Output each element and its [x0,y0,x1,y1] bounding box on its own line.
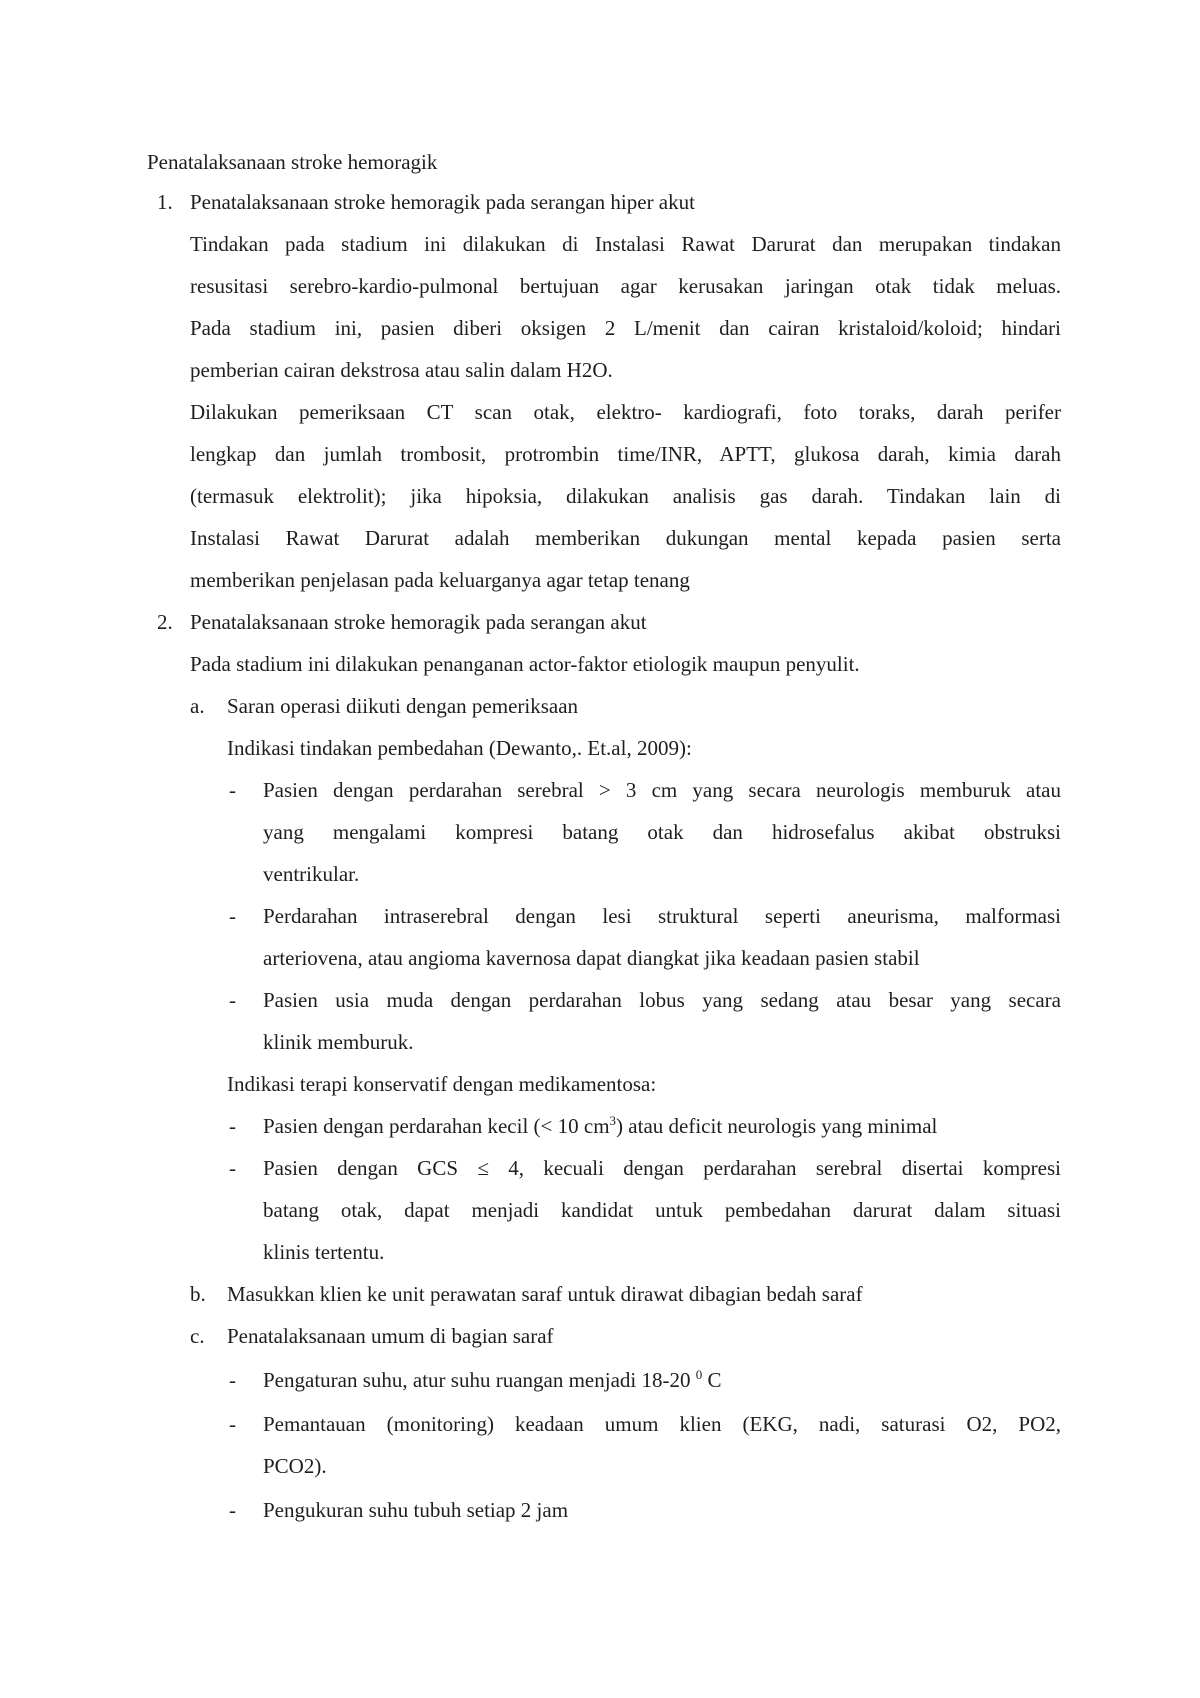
section-1-marker: 1. [157,190,173,214]
section-1-paragraph-2-line: Instalasi Rawat Darurat adalah memberikan dukungan mental kepada pasien serta [190,526,1061,550]
bullet-text: Pengaturan suhu, atur suhu ruangan menjadi 18-20 [263,1368,696,1392]
bullet-line: Pasien usia muda dengan perdarahan lobus yang sedang atau besar yang secara [263,988,1061,1012]
section-1-paragraph-1-line: resusitasi serebro-kardio-pulmonal bertujuan agar kerusakan jaringan otak tidak meluas. [190,274,1061,298]
bullet-line: Pasien dengan GCS ≤ 4, kecuali dengan perdarahan serebral disertai kompresi [263,1156,1061,1180]
bullet-line: ventrikular. [263,862,360,886]
subsection-c-heading: Penatalaksanaan umum di bagian saraf [227,1324,554,1348]
subsection-a-heading: Saran operasi diikuti dengan pemeriksaan [227,694,579,718]
bullet-line: klinis tertentu. [263,1240,385,1264]
section-1-paragraph-1-line: Tindakan pada stadium ini dilakukan di Instalasi Rawat Darurat dan merupakan tindakan [190,232,1061,256]
bullet-line: yang mengalami kompresi batang otak dan hidrosefalus akibat obstruksi [263,820,1061,844]
section-1-paragraph-2-line: (termasuk elektrolit); jika hipoksia, dilakukan analisis gas darah. Tindakan lain di [190,484,1061,508]
bullet-text: ) atau deficit neurologis yang minimal [616,1114,938,1138]
document-title: Penatalaksanaan stroke hemoragik [147,150,438,174]
bullet-marker: ‐ [229,1368,236,1392]
bullet-marker: - [229,1114,236,1138]
bullet-line: Pengukuran suhu tubuh setiap 2 jam [263,1498,569,1522]
bullet-text: Pasien dengan perdarahan kecil (< 10 cm [263,1114,610,1138]
bullet-line [263,1113,937,1139]
surgery-indication-heading: Indikasi tindakan pembedahan (Dewanto,. Et.al, 2009): [227,736,692,760]
section-1-paragraph-2-line: Dilakukan pemeriksaan CT scan otak, elektro- kardiografi, foto toraks, darah perifer [190,400,1061,424]
section-1-paragraph-2-line: memberikan penjelasan pada keluarganya agar tetap tenang [190,568,690,592]
subsection-b-text: Masukkan klien ke unit perawatan saraf untuk dirawat dibagian bedah saraf [227,1282,863,1306]
bullet-text: C [702,1368,722,1392]
subsection-a-marker: a. [190,694,205,718]
bullet-line: Pasien dengan perdarahan serebral > 3 cm yang secara neurologis memburuk atau [263,778,1061,802]
bullet-line: PCO2). [263,1454,327,1478]
section-1-paragraph-1-line: Pada stadium ini, pasien diberi oksigen 2 L/menit dan cairan kristaloid/koloid; hindari [190,316,1061,340]
section-1-paragraph-1-line: pemberian cairan dekstrosa atau salin dalam H2O. [190,358,613,382]
superscript: 3 [609,1113,617,1128]
bullet-marker: - [229,778,236,802]
section-2-heading: Penatalaksanaan stroke hemoragik pada serangan akut [190,610,647,634]
bullet-line: batang otak, dapat menjadi kandidat untuk pembedahan darurat dalam situasi [263,1198,1061,1222]
bullet-line [263,1367,722,1393]
subsection-b-marker: b. [190,1282,206,1306]
bullet-marker: ‐ [229,1498,236,1522]
bullet-marker: - [229,904,236,928]
section-1-paragraph-2-line: lengkap dan jumlah trombosit, protrombin time/INR, APTT, glukosa darah, kimia darah [190,442,1061,466]
conservative-therapy-heading: Indikasi terapi konservatif dengan medikamentosa: [227,1072,657,1096]
superscript: 0 [695,1367,703,1382]
bullet-line: arteriovena, atau angioma kavernosa dapat diangkat jika keadaan pasien stabil [263,946,920,970]
bullet-line: Pemantauan (monitoring) keadaan umum klien (EKG, nadi, saturasi O2, PO2, [263,1412,1061,1436]
bullet-marker: ‐ [229,1412,236,1436]
section-2-intro: Pada stadium ini dilakukan penanganan actor-faktor etiologik maupun penyulit. [190,652,860,676]
section-2-marker: 2. [157,610,173,634]
bullet-marker: - [229,1156,236,1180]
subsection-c-marker: c. [190,1324,205,1348]
bullet-line: Perdarahan intraserebral dengan lesi struktural seperti aneurisma, malformasi [263,904,1061,928]
section-1-heading: Penatalaksanaan stroke hemoragik pada serangan hiper akut [190,190,695,214]
bullet-marker: - [229,988,236,1012]
bullet-line: klinik memburuk. [263,1030,414,1054]
